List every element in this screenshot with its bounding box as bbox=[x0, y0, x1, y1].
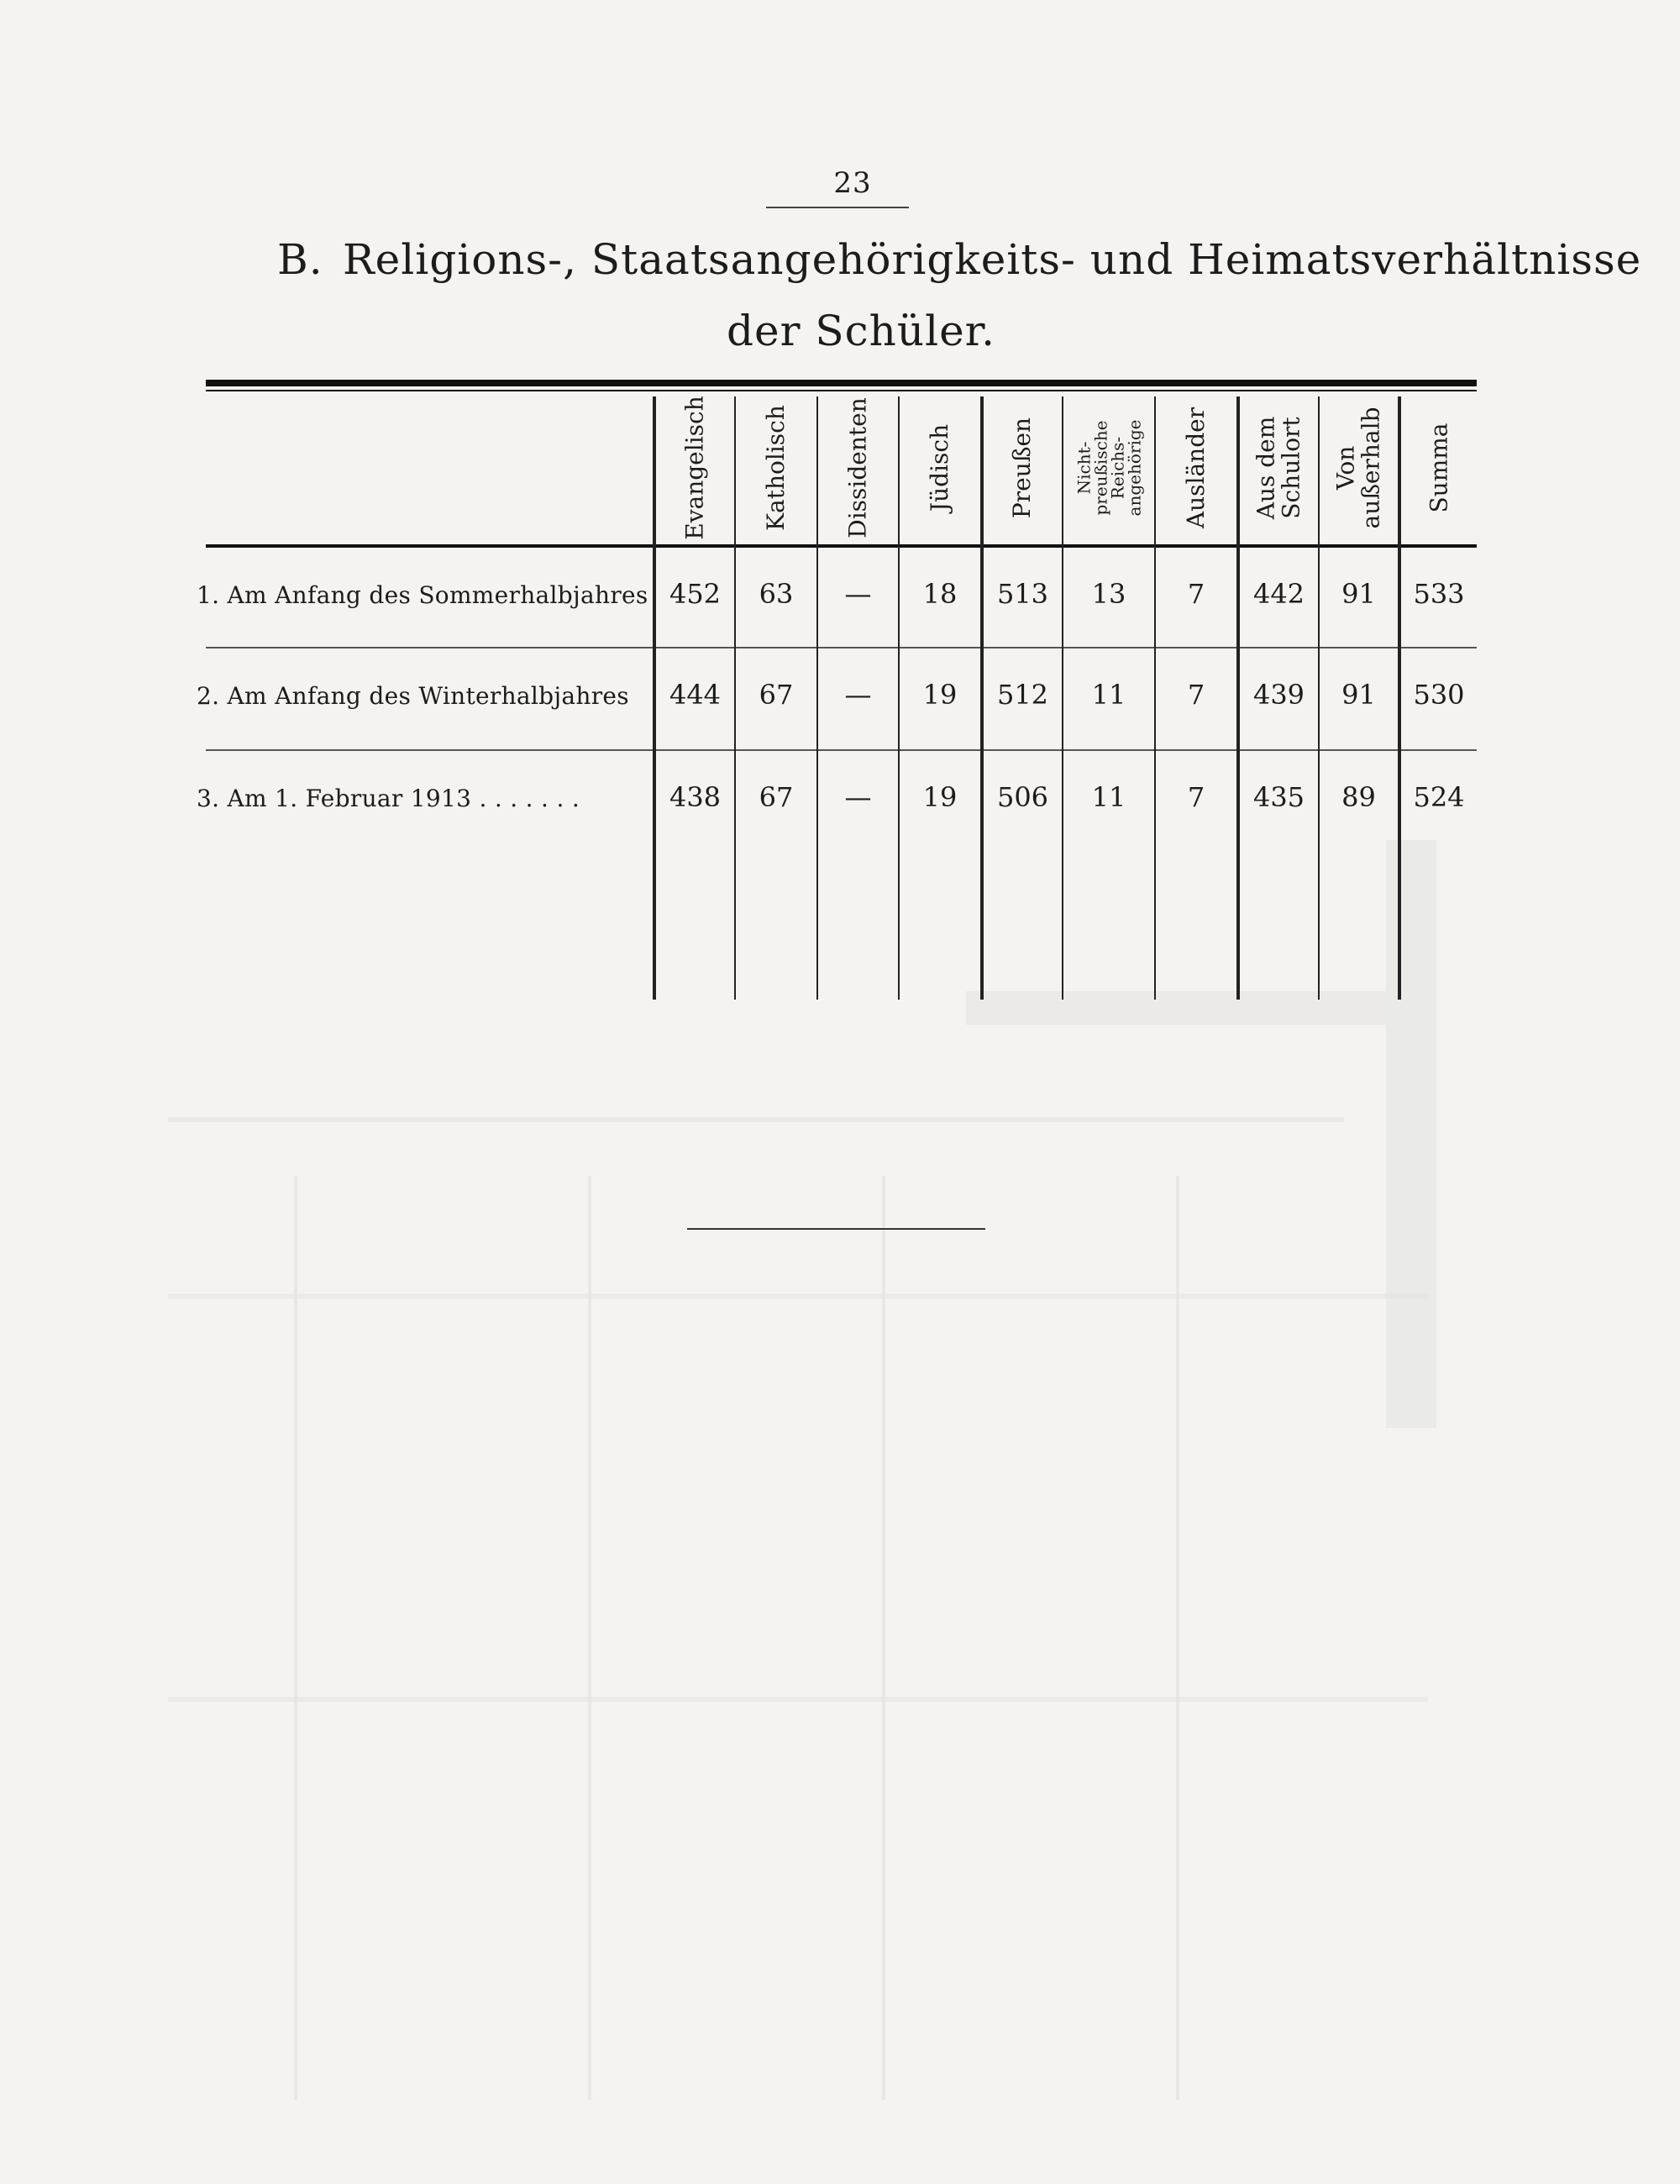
row-label: 2. Am Anfang des Winterhalbjahres bbox=[197, 682, 629, 710]
table-cell: — bbox=[844, 578, 872, 610]
table-cell: 439 bbox=[1252, 679, 1305, 711]
table-cell: 435 bbox=[1252, 781, 1305, 813]
page-number: 23 bbox=[833, 166, 872, 200]
row-separator bbox=[206, 749, 1477, 751]
table-cell: 91 bbox=[1341, 578, 1376, 610]
table-cell: 533 bbox=[1413, 578, 1465, 610]
column-header-schulort: Aus dem Schulort bbox=[1252, 416, 1305, 520]
table-cell: 513 bbox=[996, 578, 1049, 610]
column-header-summa: Summa bbox=[1425, 423, 1453, 513]
column-header-nichtpreussisch: Nicht- preußische Reichs- angehörige bbox=[1074, 419, 1144, 517]
table-cell: 438 bbox=[669, 781, 722, 813]
table-cell: 530 bbox=[1413, 679, 1465, 711]
page-subtitle: der Schüler. bbox=[727, 307, 995, 355]
table-cell: 442 bbox=[1252, 578, 1305, 610]
page-number-rule bbox=[766, 207, 909, 208]
row-separator bbox=[206, 647, 1477, 648]
title-prefix: B. bbox=[277, 235, 323, 284]
table-cell: 444 bbox=[669, 679, 722, 711]
row-label: 1. Am Anfang des Sommerhalbjahres bbox=[197, 581, 648, 609]
table-cell: 7 bbox=[1187, 781, 1205, 813]
table-cell: 506 bbox=[996, 781, 1049, 813]
column-header-juedisch: Jüdisch bbox=[926, 423, 954, 512]
row-label: 3. Am 1. Februar 1913 . . . . . . . bbox=[197, 785, 580, 812]
table-cell: — bbox=[844, 781, 872, 813]
table-cell: 67 bbox=[759, 679, 794, 711]
table-cell: 19 bbox=[922, 679, 958, 711]
table-cell: 18 bbox=[922, 578, 958, 610]
column-header-evangelisch: Evangelisch bbox=[680, 396, 709, 540]
table-top-rule bbox=[206, 380, 1477, 386]
table-cell: 452 bbox=[669, 578, 722, 610]
table-cell: 11 bbox=[1091, 679, 1126, 711]
table-top-rule-thin bbox=[206, 390, 1477, 391]
table-cell: 19 bbox=[922, 781, 958, 813]
table-cell: 89 bbox=[1341, 781, 1376, 813]
table-cell: 7 bbox=[1187, 679, 1205, 711]
table-header-rule bbox=[206, 544, 1477, 548]
column-header-auslaender: Ausländer bbox=[1182, 407, 1210, 529]
page-title bbox=[277, 235, 1642, 284]
table-cell: — bbox=[844, 679, 872, 711]
column-header-dissidenten: Dissidenten bbox=[843, 397, 872, 538]
table-cell: 7 bbox=[1187, 578, 1205, 610]
table-cell: 91 bbox=[1341, 679, 1376, 711]
title-text: Religions-, Staatsangehörigkeits- und Heimatsverhältnisse bbox=[343, 235, 1642, 284]
column-header-preussen: Preußen bbox=[1008, 417, 1037, 519]
column-header-katholisch: Katholisch bbox=[762, 405, 790, 531]
table-cell: 524 bbox=[1413, 781, 1465, 813]
table-cell: 11 bbox=[1091, 781, 1126, 813]
table-cell: 13 bbox=[1091, 578, 1126, 610]
column-header-ausserhalb: Von außerhalb bbox=[1331, 407, 1385, 529]
table-cell: 63 bbox=[759, 578, 794, 610]
table-cell: 67 bbox=[759, 781, 794, 813]
table-cell: 512 bbox=[996, 679, 1049, 711]
closing-rule bbox=[687, 1228, 985, 1230]
